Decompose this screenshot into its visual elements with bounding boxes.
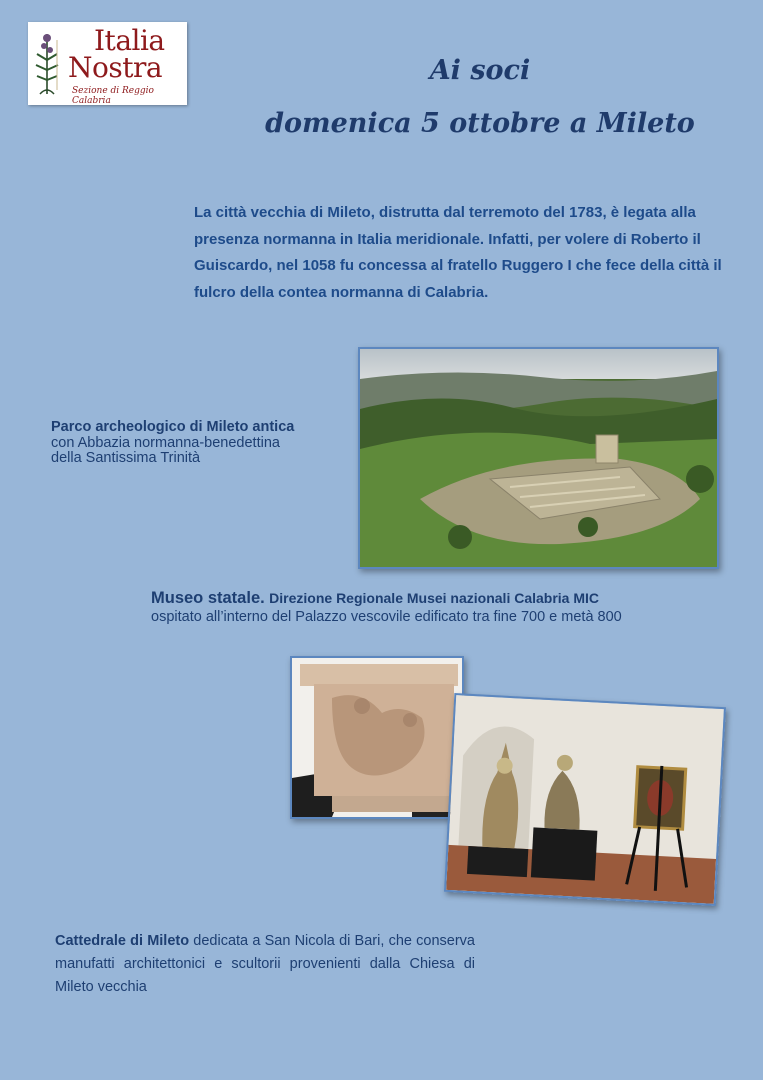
relief-sculpture-image bbox=[292, 658, 462, 817]
museo-interior-photo bbox=[444, 693, 726, 906]
parco-caption-line3: della Santissima Trinità bbox=[51, 450, 201, 466]
italia-nostra-logo bbox=[28, 22, 187, 105]
relief-sculpture-photo bbox=[290, 656, 464, 819]
museo-caption-subtitle: ospitato all’interno del Palazzo vescovile edificato tra fine 700 e metà 800 bbox=[151, 609, 622, 625]
parco-caption-title: Parco archeologico di Mileto antica bbox=[51, 419, 295, 435]
header-title: Ai soci bbox=[429, 55, 531, 86]
logo-italia-text: Italia bbox=[94, 24, 165, 57]
museo-interior-image bbox=[446, 695, 724, 904]
header-subtitle: domenica 5 ottobre a Mileto bbox=[265, 108, 695, 139]
parco-caption bbox=[51, 419, 341, 466]
museo-caption-direction: Direzione Regionale Musei nazionali Calabria MIC bbox=[269, 590, 600, 606]
cattedrale-caption-title: Cattedrale di Mileto bbox=[55, 933, 190, 949]
parco-landscape-image bbox=[360, 349, 717, 567]
cattedrale-caption bbox=[55, 930, 475, 999]
parco-archeologico-photo bbox=[358, 347, 719, 569]
cattedrale-caption-text: dedicata a San Nicola di Bari, che conserva manufatti architettonici e scultorii provenienti dalla Chiesa di Mileto vecchia bbox=[55, 933, 475, 995]
parco-caption-line2: con Abbazia normanna-benedettina bbox=[51, 435, 280, 451]
museo-caption bbox=[151, 588, 751, 625]
logo-subtitle: Sezione di Reggio Calabria bbox=[72, 86, 154, 106]
museo-caption-title: Museo statale. bbox=[151, 589, 265, 607]
plant-emblem-icon bbox=[32, 30, 62, 96]
intro-paragraph: La città vecchia di Mileto, distrutta dal terremoto del 1783, è legata alla presenza normanna in Italia meridionale. Infatti, per volere di Roberto il Guiscardo, nel 1058 fu concessa al fratello Ruggero I che fece della città il fulcro della contea normanna di Calabria. bbox=[194, 204, 722, 301]
logo-nostra-text: Nostra bbox=[68, 51, 163, 84]
